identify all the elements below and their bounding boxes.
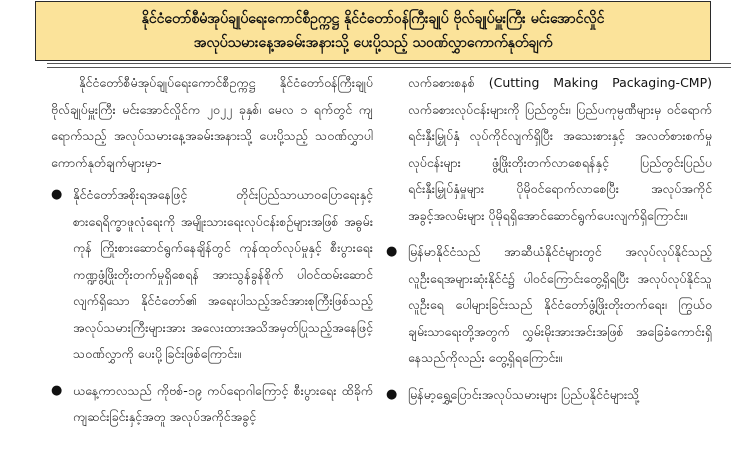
bullet-item — [382, 239, 712, 372]
continued-paragraph: လက်ခစားစနစ် (Cutting Making Packaging-CMP) လက်ခစားလုပ်ငန်းများကို ပြည်တွင်း၊ ပြည်ပကုမ္ပဏီများမှ ဝင်ရောက်ရင်းနှီးမြှုပ်နှံ လုပ်ကိုင်လျက်ရှိပြီး အသေးစားနှင့် အလတ်စားစက်မှုလုပ်ငန်းများ ဖွံ့ဖြိုးတိုးတက်လာစေရန်နှင့် ပြည်တွင်းပြည်ပရင်းနှီးမြှုပ်နှံမှုများ ပိုမိုဝင်ရောက်လာစေပြီး အလုပ်အကိုင်အခွင့်အလမ်းများ ပိုမိုရရှိအောင်ဆောင်ရွက်ပေးလျက်ရှိကြောင်း။ — [408, 75, 712, 223]
intro-paragraph: နိုင်ငံတော်စီမံအုပ်ချုပ်ရေးကောင်စီဥက္ကဋ္ဌ နိုင်ငံတော်ဝန်ကြီးချုပ် ဗိုလ်ချုပ်မှူးကြီး မင်းအောင်လှိုင်က ၂၀၂၂ ခုနှစ်၊ မေလ ၁ ရက်တွင် ကျရောက်သည့် အလုပ်သမားနေ့အခမ်းအနားသို့ ပေးပို့သည့် သဝဏ်လွှာပါကောက်နုတ်ချက်များမှာ- — [51, 75, 373, 170]
bullet-text: ယနေ့ကာလသည် ကိုဗစ်-၁၉ ကပ်ရောဂါကြောင့် စီးပွားရေး ထိခိုက်ကျဆင်းခြင်းနှင့်အတူ အလုပ်အကိုင်အခွင့် — [73, 382, 373, 424]
bullet-text: မြန်မာ့ရွှေ့ပြောင်းအလုပ်သမားများ ပြည်ပနိုင်ငံများသို့ — [408, 386, 640, 402]
bullet-item — [382, 382, 712, 409]
right-column — [382, 70, 712, 418]
bullet-item — [47, 182, 373, 368]
bullet-icon: ● — [386, 244, 398, 259]
headline-line-2: အလုပ်သမားနေ့အခမ်းအနားသို့ ပေးပို့သည့် သဝဏ်လွှာကောက်နုတ်ချက် — [193, 35, 553, 51]
bullet-icon: ● — [51, 382, 63, 398]
bullet-text: နိုင်ငံတော်အစိုးရအနေဖြင့် တိုင်းပြည်သာယာဝပြောရေးနှင့် စားရေရိက္ခာဖူလုံရေးကို အမျိုးသားရေးလုပ်ငန်းစဉ်များအဖြစ် အဓွမ်းကုန် ကြိုးစားဆောင်ရွက်နေချိန်တွင် ကုန်ထုတ်လုပ်မှုနှင့် စီးပွားရေးကဏ္ဍဖွံ့ဖြိုးတိုးတက်မှုရှိစေရန် အားသွန်ခွန်စိုက် ပါဝင်ထမ်းဆောင်လျက်ရှိသော နိုင်ငံတော်၏ အရေးပါသည့်အင်အားစုကြီးဖြစ်သည့်အလုပ်သမားကြီးများအား အလေးထားအသိအမှတ်ပြုသည့်အနေဖြင့် သဝဏ်လွှာကို ပေးပို့ခြင်းဖြစ်ကြောင်း။ — [73, 187, 373, 361]
bullet-icon: ● — [386, 386, 398, 402]
bullet-icon: ● — [51, 187, 63, 202]
headline-banner — [35, 1, 711, 61]
bullet-item — [47, 378, 373, 431]
headline-line-1: နိုင်ငံတော်စီမံအုပ်ချုပ်ရေးကောင်စီဥက္ကဋ္ဌ နိုင်ငံတော်ဝန်ကြီးချုပ် ဗိုလ်ချုပ်မှူးကြီး မင်းအောင်လှိုင် — [141, 11, 605, 27]
top-divider-double — [47, 67, 731, 68]
top-divider — [47, 63, 731, 64]
bullet-text: မြန်မာနိုင်ငံသည် အာဆီယံနိုင်ငံများတွင် အလုပ်လုပ်နိုင်သည့် လူဦးရေအများဆုံးနိုင်ငံ၌ ပါဝင်ကြောင်းတွေ့ရှိရပြီး အလုပ်လုပ်နိုင်သူလူဦးရေ ပေါများခြင်းသည် နိုင်ငံတော်ဖွံ့ဖြိုးတိုးတက်ရေး၊ ကြွယ်ဝချမ်းသာရေးတို့အတွက် လွှမ်းမိုးအားအင်းအဖြစ် အခြေခံကောင်းရှိနေသည်ကိုလည်း တွေ့ရှိရကြောင်း။ — [408, 244, 712, 365]
left-column — [47, 70, 373, 441]
